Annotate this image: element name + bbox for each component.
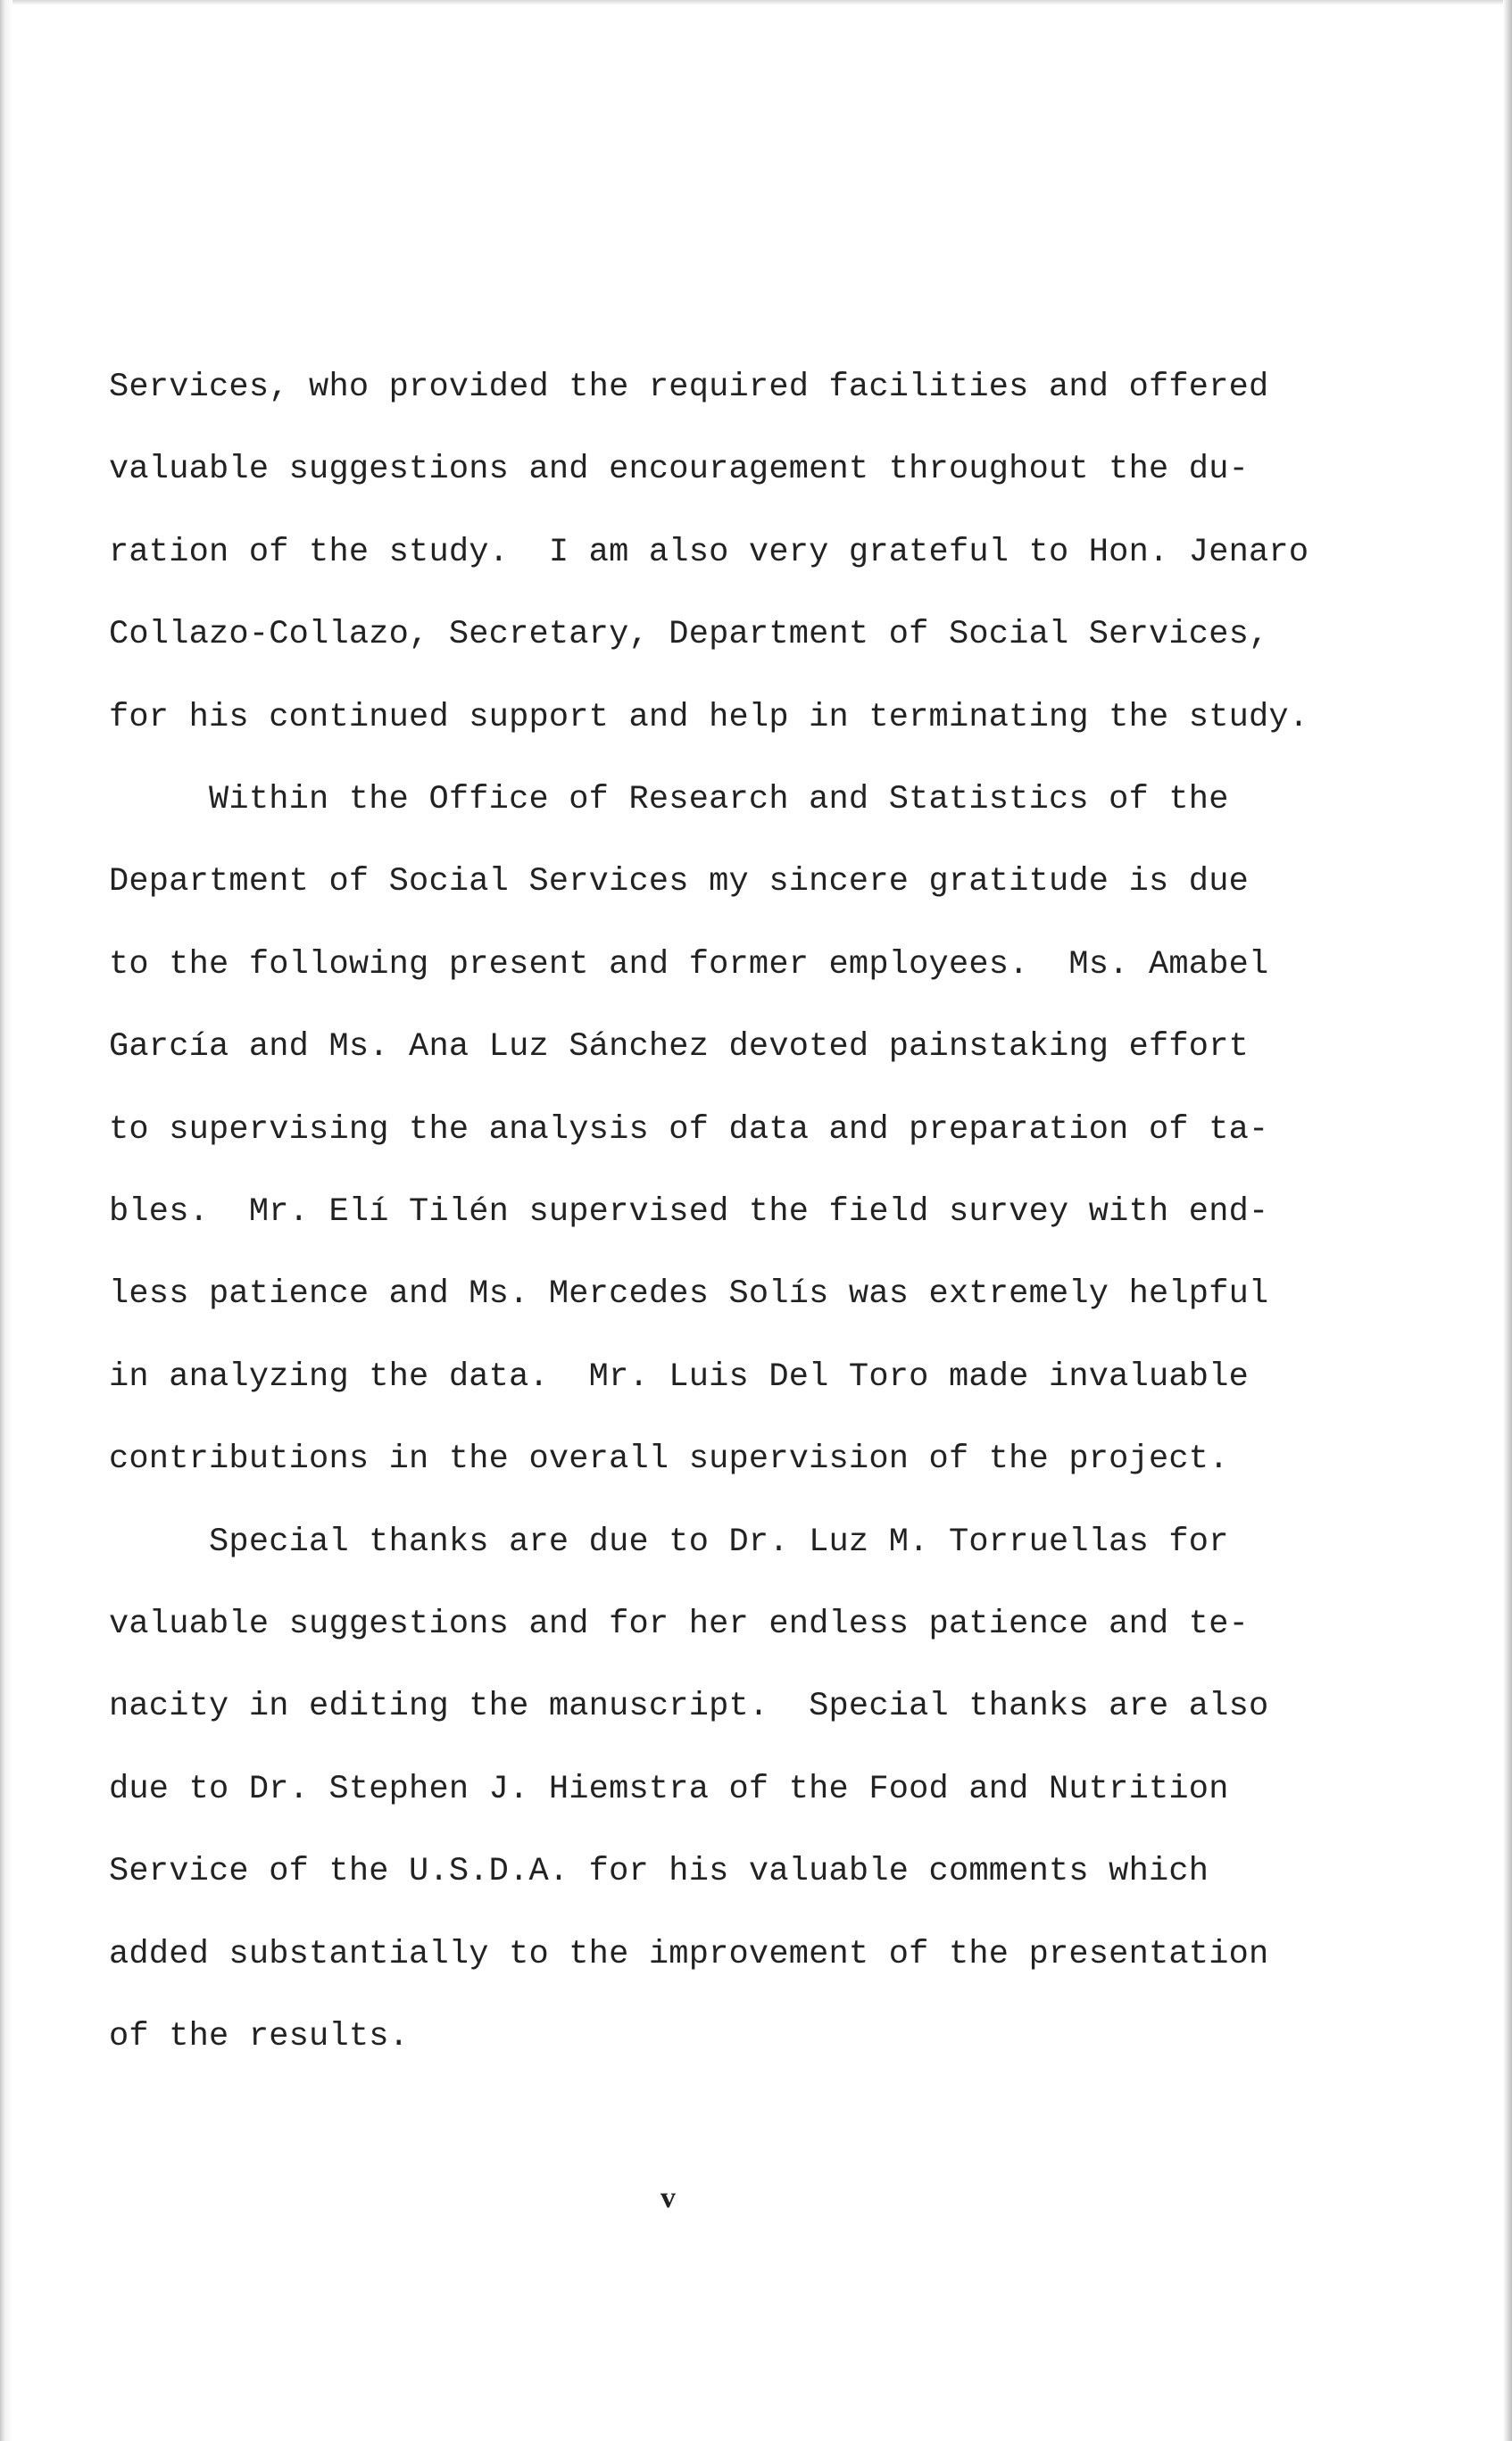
text-line: to supervising the analysis of data and preparation of ta-: [109, 1111, 1269, 1149]
text-line: contributions in the overall supervision of the project.: [109, 1441, 1229, 1478]
text-line: in analyzing the data. Mr. Luis Del Toro made invaluable: [109, 1358, 1250, 1396]
text-line: Department of Social Services my sincere gratitude is due: [109, 863, 1250, 901]
page-edge-shadow-top: [0, 0, 1512, 5]
text-line: of the results.: [109, 2018, 410, 2055]
text-line: Service of the U.S.D.A. for his valuable comments which: [109, 1853, 1209, 1890]
text-line: valuable suggestions and for her endless patience and te-: [109, 1606, 1250, 1643]
text-line: for his continued support and help in terminating the study.: [109, 699, 1309, 736]
text-line: Within the Office of Research and Statistics of the: [109, 781, 1229, 818]
text-line: to the following present and former employees. Ms. Amabel: [109, 946, 1269, 984]
page-edge-shadow-right: [1503, 0, 1512, 2441]
text-line: Services, who provided the required facilities and offered: [109, 369, 1269, 406]
page-number: v: [660, 2181, 676, 2214]
page-edge-shadow-left: [0, 0, 12, 2441]
text-line: Special thanks are due to Dr. Luz M. Torruellas for: [109, 1524, 1229, 1561]
text-line: ration of the study. I am also very grateful to Hon. Jenaro: [109, 534, 1309, 571]
text-line: due to Dr. Stephen J. Hiemstra of the Food and Nutrition: [109, 1771, 1229, 1808]
text-line: bles. Mr. Elí Tilén supervised the field survey with end-: [109, 1193, 1269, 1231]
text-line: Collazo-Collazo, Secretary, Department of Social Services,: [109, 616, 1269, 653]
text-line: valuable suggestions and encouragement throughout the du-: [109, 451, 1250, 488]
text-line: less patience and Ms. Mercedes Solís was extremely helpful: [109, 1275, 1269, 1313]
text-line: added substantially to the improvement of the presentation: [109, 1936, 1269, 1973]
text-line: García and Ms. Ana Luz Sánchez devoted painstaking effort: [109, 1028, 1250, 1066]
text-line: nacity in editing the manuscript. Special thanks are also: [109, 1688, 1269, 1725]
